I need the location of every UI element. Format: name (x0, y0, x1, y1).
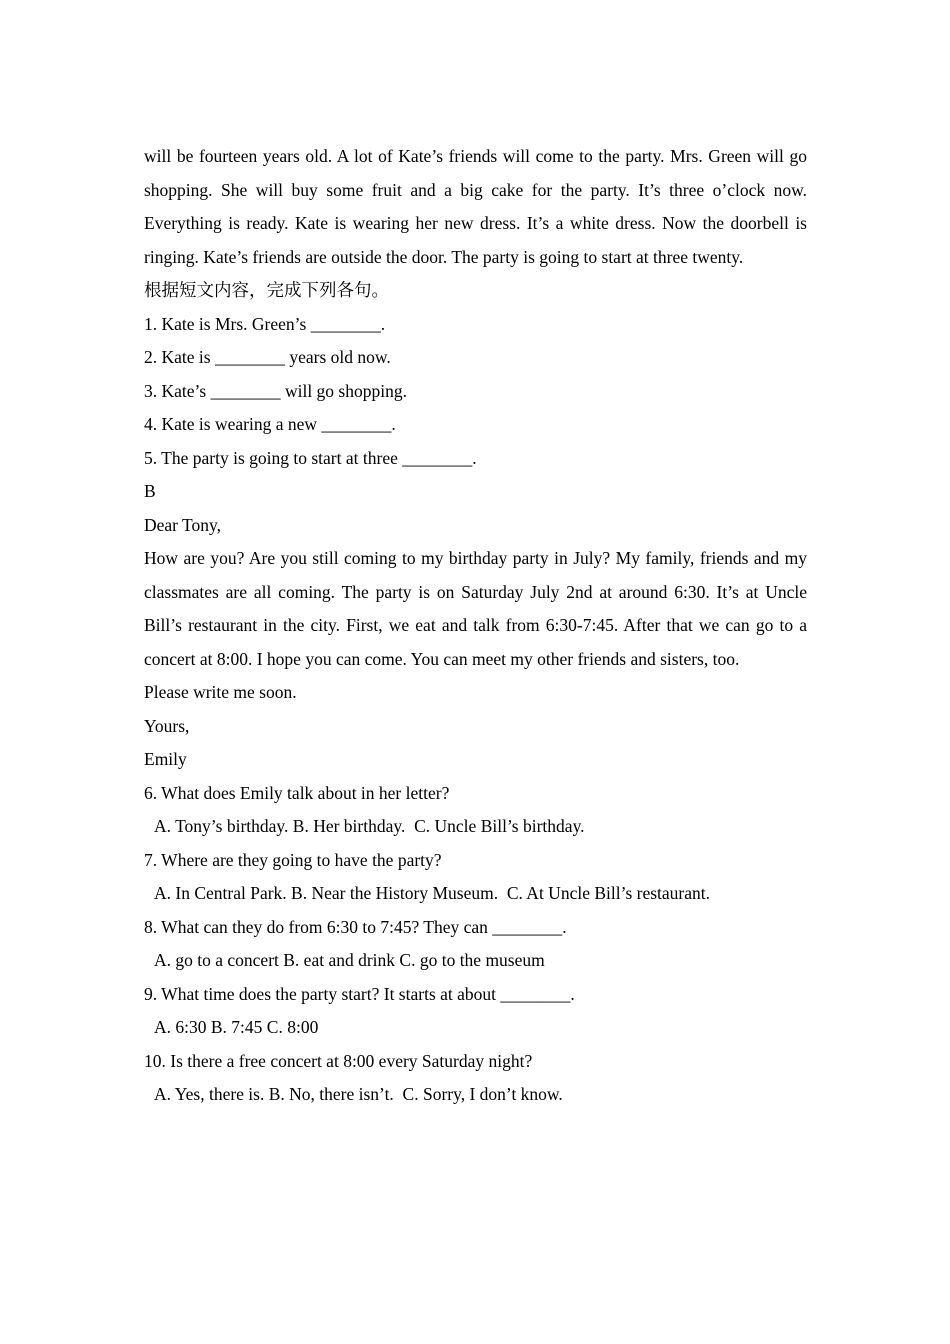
question-4: 4. Kate is wearing a new ________. (144, 414, 396, 434)
question-6: 6. What does Emily talk about in her letter? (144, 782, 450, 803)
passage-a-text: will be fourteen years old. A lot of Kate’s friends will come to the party. Mrs. Green will go shopping. She will buy some fruit and a big cake for the party. It’s three o’clock now. Everything is ready. Kate is wearing her new dress. It’s a white dress. Now the doorbell is ringing. Kate’s friends are outside the door. The party is going to start at three twenty. (144, 146, 807, 267)
question-10-options: A. Yes, there is. B. No, there isn’t. C. Sorry, I don’t know. (154, 1084, 563, 1104)
question-8: 8. What can they do from 6:30 to 7:45? They can ________. (144, 916, 567, 937)
letter-signoff: Yours, (144, 715, 190, 736)
section-b-label: B (144, 481, 156, 501)
letter-greeting: Dear Tony, (144, 514, 222, 535)
question-9: 9. What time does the party start? It starts at about ________. (144, 983, 575, 1004)
question-6-options: A. Tony’s birthday. B. Her birthday. C. Uncle Bill’s birthday. (154, 816, 585, 836)
question-5: 5. The party is going to start at three ________. (144, 447, 477, 468)
letter-closing-request: Please write me soon. (144, 682, 297, 702)
question-1: 1. Kate is Mrs. Green’s ________. (144, 313, 386, 334)
question-7: 7. Where are they going to have the party? (144, 849, 442, 870)
question-8-options: A. go to a concert B. eat and drink C. go to the museum (154, 950, 545, 970)
letter-signature: Emily (144, 749, 187, 769)
letter-body: How are you? Are you still coming to my birthday party in July? My family, friends and my classmates are all coming. The party is on Saturday July 2nd at around 6:30. It’s at Uncle Bill’s restaurant in the city. First, we eat and talk from 6:30-7:45. After that we can go to a concert at 8:00. I hope you can come. You can meet my other friends and sisters, too. (144, 548, 807, 669)
question-10: 10. Is there a free concert at 8:00 every Saturday night? (144, 1050, 533, 1071)
question-3: 3. Kate’s ________ will go shopping. (144, 380, 407, 401)
document-page (144, 140, 807, 1112)
question-7-options: A. In Central Park. B. Near the History Museum. C. At Uncle Bill’s restaurant. (154, 883, 711, 903)
question-9-options: A. 6:30 B. 7:45 C. 8:00 (154, 1017, 319, 1037)
instruction-text: 根据短文内容，完成下列各句。 (144, 280, 389, 300)
question-2: 2. Kate is ________ years old now. (144, 347, 391, 367)
